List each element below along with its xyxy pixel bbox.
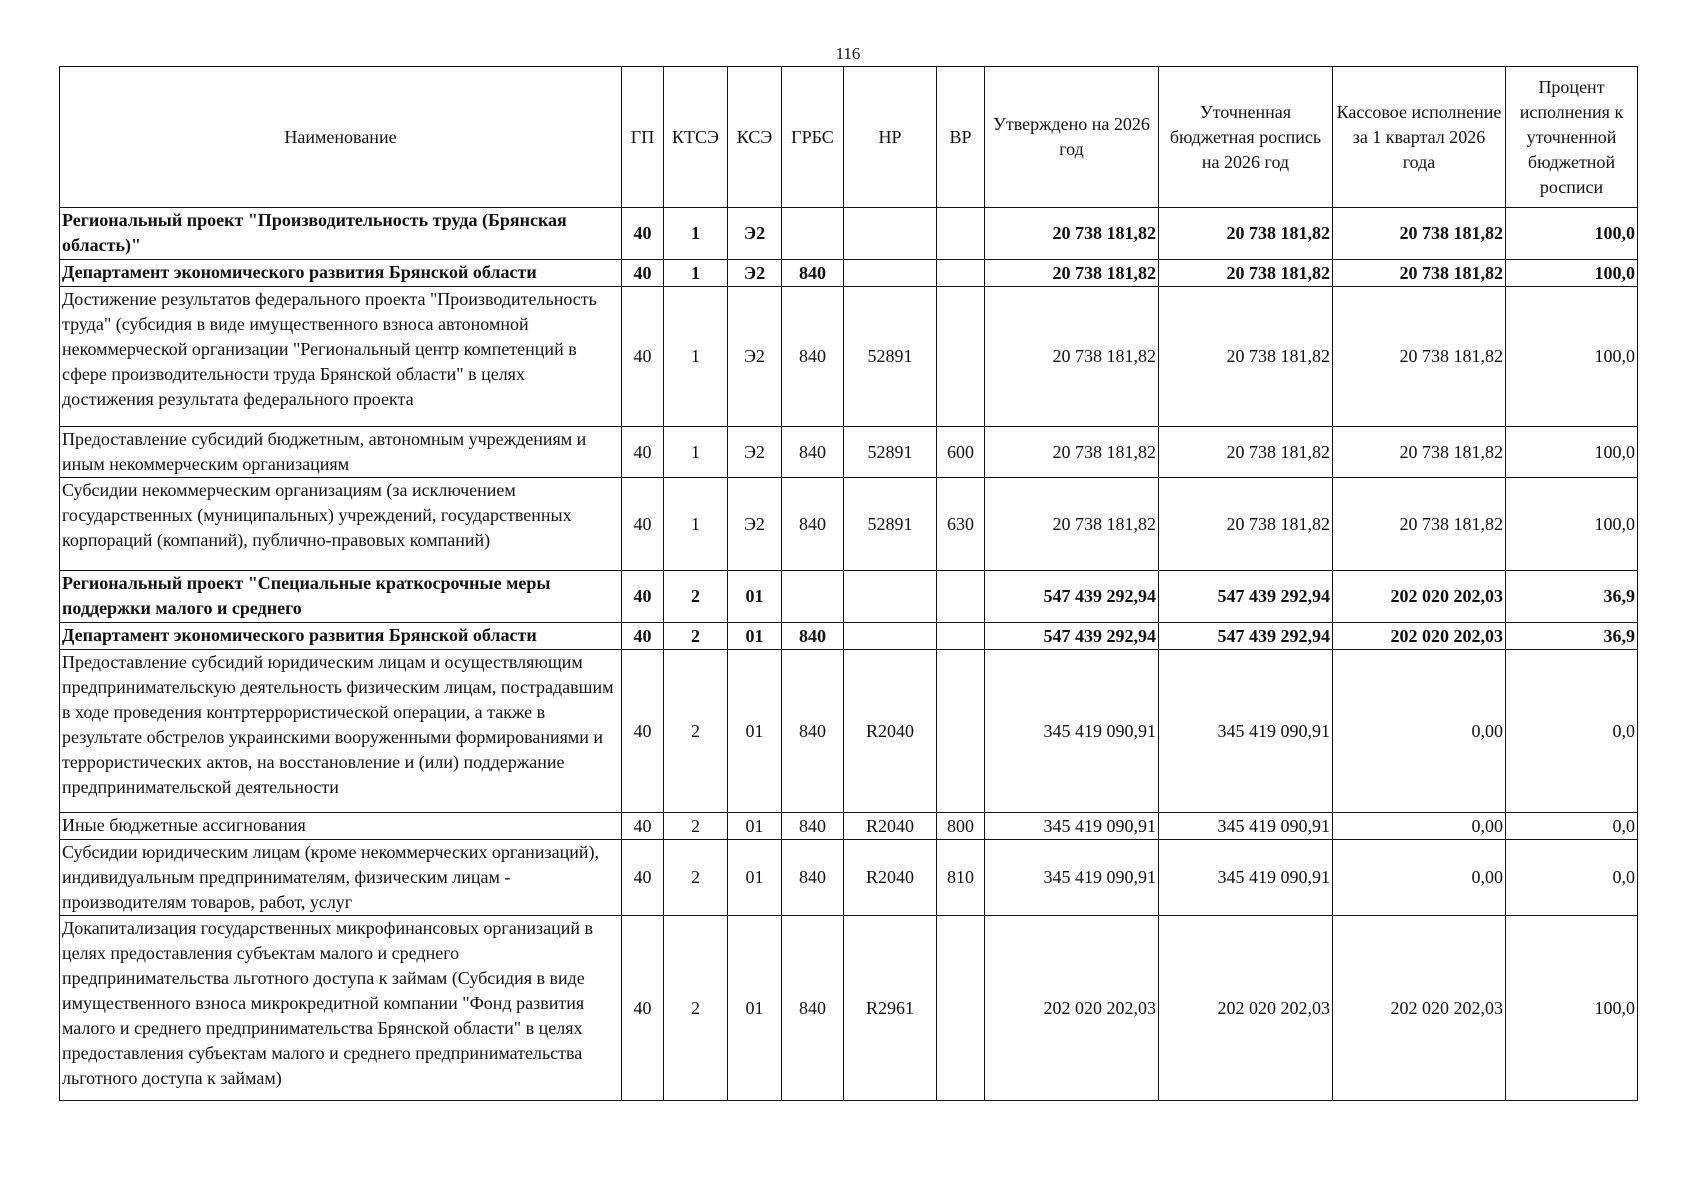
cell-gp: 40 xyxy=(622,478,664,571)
cell-percent: 100,0 xyxy=(1506,260,1638,287)
table-row xyxy=(60,287,1638,427)
cell-ktse: 1 xyxy=(664,427,728,478)
cell-kse: Э2 xyxy=(728,478,782,571)
cell-percent: 0,0 xyxy=(1506,840,1638,916)
cell-approved: 547 439 292,94 xyxy=(985,623,1159,650)
cell-vr xyxy=(937,571,985,623)
cell-refined: 20 738 181,82 xyxy=(1159,260,1333,287)
cell-nr xyxy=(844,260,937,287)
column-header-refined: Уточненная бюджетная роспись на 2026 год xyxy=(1159,67,1333,208)
cell-approved: 20 738 181,82 xyxy=(985,427,1159,478)
cell-kse: 01 xyxy=(728,650,782,813)
cell-vr xyxy=(937,287,985,427)
cell-percent: 0,0 xyxy=(1506,813,1638,840)
cell-nr xyxy=(844,208,937,260)
cell-gp: 40 xyxy=(622,916,664,1101)
cell-percent: 36,9 xyxy=(1506,623,1638,650)
cell-approved: 20 738 181,82 xyxy=(985,208,1159,260)
cell-nr: 52891 xyxy=(844,427,937,478)
cell-percent: 100,0 xyxy=(1506,427,1638,478)
cell-kse: Э2 xyxy=(728,208,782,260)
cell-vr: 810 xyxy=(937,840,985,916)
cell-vr xyxy=(937,260,985,287)
cell-name: Региональный проект "Производительность труда (Брянская область)" xyxy=(60,208,622,260)
cell-name: Докапитализация государственных микрофинансовых организаций в целях предоставления субъектам малого и среднего предпринимательства льготного доступа к займам (Субсидия в виде имущественного взноса микрокредитной компании "Фонд развития малого и среднего предпринимательства Брянской области" в целях предоставления субъектам малого и среднего предпринимательства льготного доступа к займам) xyxy=(60,916,622,1101)
cell-approved: 345 419 090,91 xyxy=(985,650,1159,813)
cell-name: Предоставление субсидий юридическим лицам и осуществляющим предпринимательскую деятельность физическим лицам, пострадавшим в ходе проведения контртеррористической операции, а также в результате обстрелов украинскими вооруженными формированиями и террористических актов, на восстановление и (или) поддержание предпринимательской деятельности xyxy=(60,650,622,813)
cell-name: Субсидии некоммерческим организациям (за исключением государственных (муниципальных) учреждений, государственных корпораций (компаний), публично-правовых компаний) xyxy=(60,478,622,571)
cell-nr: R2040 xyxy=(844,813,937,840)
cell-refined: 20 738 181,82 xyxy=(1159,287,1333,427)
cell-kse: 01 xyxy=(728,571,782,623)
cell-refined: 345 419 090,91 xyxy=(1159,840,1333,916)
cell-name: Субсидии юридическим лицам (кроме некоммерческих организаций), индивидуальным предпринимателям, физическим лицам - производителям товаров, работ, услуг xyxy=(60,840,622,916)
column-header-nr: НР xyxy=(844,67,937,208)
table-body xyxy=(60,208,1638,1101)
cell-grbs xyxy=(782,571,844,623)
cell-vr xyxy=(937,916,985,1101)
cell-ktse: 2 xyxy=(664,623,728,650)
cell-ktse: 1 xyxy=(664,260,728,287)
cell-gp: 40 xyxy=(622,427,664,478)
column-header-gp: ГП xyxy=(622,67,664,208)
cell-cash: 0,00 xyxy=(1333,813,1506,840)
cell-name: Иные бюджетные ассигнования xyxy=(60,813,622,840)
cell-gp: 40 xyxy=(622,208,664,260)
cell-percent: 36,9 xyxy=(1506,571,1638,623)
table-row xyxy=(60,427,1638,478)
cell-percent: 100,0 xyxy=(1506,916,1638,1101)
page-number: 116 xyxy=(835,44,861,63)
cell-name: Департамент экономического развития Брянской области xyxy=(60,623,622,650)
cell-name: Достижение результатов федерального проекта "Производительность труда" (субсидия в виде имущественного взноса автономной некоммерческой организации "Региональный центр компетенций в сфере производительности труда Брянской области" в целях достижения результата федерального проекта xyxy=(60,287,622,427)
cell-refined: 547 439 292,94 xyxy=(1159,571,1333,623)
cell-percent: 100,0 xyxy=(1506,208,1638,260)
cell-grbs: 840 xyxy=(782,840,844,916)
cell-gp: 40 xyxy=(622,260,664,287)
column-header-grbs: ГРБС xyxy=(782,67,844,208)
cell-vr xyxy=(937,208,985,260)
cell-gp: 40 xyxy=(622,571,664,623)
cell-cash: 20 738 181,82 xyxy=(1333,478,1506,571)
cell-approved: 547 439 292,94 xyxy=(985,571,1159,623)
cell-kse: Э2 xyxy=(728,427,782,478)
cell-kse: 01 xyxy=(728,623,782,650)
cell-refined: 547 439 292,94 xyxy=(1159,623,1333,650)
cell-ktse: 2 xyxy=(664,813,728,840)
cell-vr xyxy=(937,650,985,813)
cell-refined: 20 738 181,82 xyxy=(1159,208,1333,260)
cell-grbs: 840 xyxy=(782,623,844,650)
column-header-ktse: КТСЭ xyxy=(664,67,728,208)
cell-kse: 01 xyxy=(728,813,782,840)
cell-gp: 40 xyxy=(622,840,664,916)
cell-grbs: 840 xyxy=(782,916,844,1101)
cell-gp: 40 xyxy=(622,623,664,650)
cell-gp: 40 xyxy=(622,287,664,427)
table-row xyxy=(60,623,1638,650)
cell-cash: 0,00 xyxy=(1333,650,1506,813)
cell-refined: 345 419 090,91 xyxy=(1159,813,1333,840)
cell-name: Региональный проект "Специальные краткосрочные меры поддержки малого и среднего xyxy=(60,571,622,623)
cell-percent: 0,0 xyxy=(1506,650,1638,813)
table-row xyxy=(60,571,1638,623)
table-row xyxy=(60,650,1638,813)
cell-ktse: 2 xyxy=(664,571,728,623)
cell-vr xyxy=(937,623,985,650)
cell-approved: 20 738 181,82 xyxy=(985,478,1159,571)
cell-grbs xyxy=(782,208,844,260)
cell-refined: 202 020 202,03 xyxy=(1159,916,1333,1101)
column-header-approved: Утверждено на 2026 год xyxy=(985,67,1159,208)
cell-cash: 20 738 181,82 xyxy=(1333,260,1506,287)
cell-name: Предоставление субсидий бюджетным, автономным учреждениям и иным некоммерческим организациям xyxy=(60,427,622,478)
column-header-name: Наименование xyxy=(60,67,622,208)
cell-grbs: 840 xyxy=(782,650,844,813)
cell-refined: 20 738 181,82 xyxy=(1159,478,1333,571)
cell-cash: 20 738 181,82 xyxy=(1333,427,1506,478)
cell-approved: 20 738 181,82 xyxy=(985,260,1159,287)
cell-ktse: 2 xyxy=(664,840,728,916)
cell-kse: 01 xyxy=(728,916,782,1101)
cell-cash: 20 738 181,82 xyxy=(1333,287,1506,427)
cell-nr: R2040 xyxy=(844,650,937,813)
cell-cash: 202 020 202,03 xyxy=(1333,571,1506,623)
cell-grbs: 840 xyxy=(782,478,844,571)
cell-vr: 600 xyxy=(937,427,985,478)
cell-cash: 0,00 xyxy=(1333,840,1506,916)
cell-nr: R2040 xyxy=(844,840,937,916)
cell-ktse: 1 xyxy=(664,287,728,427)
cell-ktse: 2 xyxy=(664,916,728,1101)
cell-kse: Э2 xyxy=(728,287,782,427)
cell-nr: 52891 xyxy=(844,287,937,427)
cell-nr: R2961 xyxy=(844,916,937,1101)
cell-refined: 345 419 090,91 xyxy=(1159,650,1333,813)
cell-cash: 202 020 202,03 xyxy=(1333,916,1506,1101)
cell-approved: 345 419 090,91 xyxy=(985,840,1159,916)
cell-approved: 202 020 202,03 xyxy=(985,916,1159,1101)
cell-approved: 345 419 090,91 xyxy=(985,813,1159,840)
column-header-percent: Процент исполнения к уточненной бюджетной росписи xyxy=(1506,67,1638,208)
cell-approved: 20 738 181,82 xyxy=(985,287,1159,427)
table-row xyxy=(60,916,1638,1101)
cell-cash: 20 738 181,82 xyxy=(1333,208,1506,260)
cell-vr: 630 xyxy=(937,478,985,571)
table-row xyxy=(60,260,1638,287)
cell-name: Департамент экономического развития Брянской области xyxy=(60,260,622,287)
cell-grbs: 840 xyxy=(782,260,844,287)
table-row xyxy=(60,813,1638,840)
cell-nr: 52891 xyxy=(844,478,937,571)
cell-kse: 01 xyxy=(728,840,782,916)
cell-gp: 40 xyxy=(622,650,664,813)
column-header-cash: Кассовое исполнение за 1 квартал 2026 года xyxy=(1333,67,1506,208)
cell-gp: 40 xyxy=(622,813,664,840)
column-header-vr: ВР xyxy=(937,67,985,208)
cell-percent: 100,0 xyxy=(1506,478,1638,571)
table-row xyxy=(60,208,1638,260)
budget-table xyxy=(59,66,1638,1101)
cell-ktse: 1 xyxy=(664,478,728,571)
table-header-row xyxy=(60,67,1638,208)
cell-ktse: 1 xyxy=(664,208,728,260)
table-row xyxy=(60,478,1638,571)
cell-percent: 100,0 xyxy=(1506,287,1638,427)
cell-kse: Э2 xyxy=(728,260,782,287)
cell-nr xyxy=(844,571,937,623)
cell-grbs: 840 xyxy=(782,813,844,840)
table-row xyxy=(60,840,1638,916)
cell-grbs: 840 xyxy=(782,287,844,427)
cell-refined: 20 738 181,82 xyxy=(1159,427,1333,478)
column-header-kse: КСЭ xyxy=(728,67,782,208)
cell-grbs: 840 xyxy=(782,427,844,478)
cell-vr: 800 xyxy=(937,813,985,840)
cell-nr xyxy=(844,623,937,650)
cell-cash: 202 020 202,03 xyxy=(1333,623,1506,650)
cell-ktse: 2 xyxy=(664,650,728,813)
